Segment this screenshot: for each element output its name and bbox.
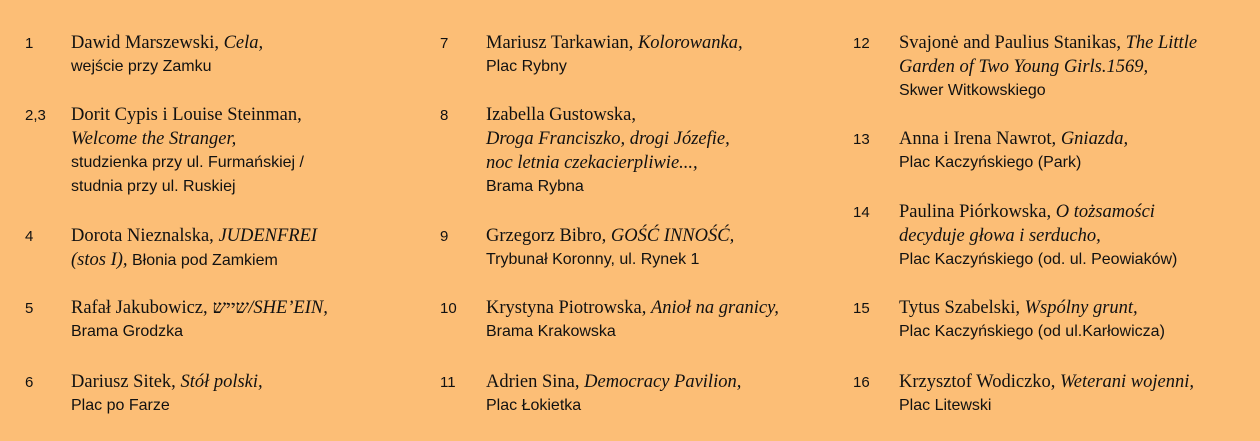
artist-name: Krzysztof Wodiczko, bbox=[899, 372, 1061, 392]
location: Brama Krakowska bbox=[486, 323, 616, 340]
entry-number: 16 bbox=[853, 374, 870, 391]
work-title: Democracy Pavilion, bbox=[584, 372, 742, 392]
entry-number: 4 bbox=[25, 228, 34, 245]
work-title-line-1: Droga Franciszko, drogi Józefie, bbox=[486, 129, 730, 149]
entry-number: 1 bbox=[25, 35, 34, 52]
work-title-line-1: JUDENFREI bbox=[218, 226, 318, 246]
work-title-line-2: (stos I), bbox=[71, 250, 128, 270]
location: Brama Rybna bbox=[486, 178, 584, 195]
entry-number: 2,3 bbox=[25, 107, 46, 124]
work-title-line-2: Garden of Two Young Girls.1569, bbox=[899, 57, 1149, 77]
location: Plac Kaczyńskiego (od. ul. Peowiaków) bbox=[899, 251, 1178, 268]
location: Błonia pod Zamkiem bbox=[127, 252, 278, 269]
location: wejście przy Zamku bbox=[71, 58, 212, 75]
location: Plac Kaczyńskiego (od ul.Karłowicza) bbox=[899, 323, 1165, 340]
location: Trybunał Koronny, ul. Rynek 1 bbox=[486, 251, 700, 268]
location-line-1: studzienka przy ul. Furmańskiej / bbox=[71, 154, 304, 171]
work-title: Anioł na granicy, bbox=[650, 298, 779, 318]
entry-number: 10 bbox=[440, 300, 457, 317]
entry-number: 9 bbox=[440, 228, 449, 245]
location: Brama Grodzka bbox=[71, 323, 184, 340]
work-title-line-2: decyduje głowa i serducho, bbox=[899, 226, 1101, 246]
location: Plac po Farze bbox=[71, 397, 170, 414]
entry-number: 11 bbox=[440, 374, 456, 391]
artist-name: Krystyna Piotrowska, bbox=[486, 298, 651, 318]
entry-number: 7 bbox=[440, 35, 449, 52]
work-title: Weterani wojenni, bbox=[1060, 372, 1194, 392]
artist-name: Izabella Gustowska, bbox=[486, 105, 637, 125]
location: Skwer Witkowskiego bbox=[899, 82, 1046, 99]
artist-name: Dawid Marszewski, bbox=[71, 33, 224, 53]
work-title: Wspólny grunt, bbox=[1024, 298, 1138, 318]
artist-name: Dorit Cypis i Louise Steinman, bbox=[71, 105, 302, 125]
artist-name: Dariusz Sitek, bbox=[71, 372, 181, 392]
work-title-line-1: O tożsamości bbox=[1055, 202, 1155, 222]
artist-name: Anna i Irena Nawrot, bbox=[899, 129, 1061, 149]
work-title: GOŚĆ INNOŚĆ, bbox=[610, 226, 735, 246]
entry-number: 12 bbox=[853, 35, 870, 52]
work-title: שייש/SHE’EIN, bbox=[212, 298, 328, 318]
entry-number: 13 bbox=[853, 131, 870, 148]
location: Plac Litewski bbox=[899, 397, 992, 414]
location-line-2: studnia przy ul. Ruskiej bbox=[71, 178, 236, 195]
work-title: Gniazda, bbox=[1060, 129, 1129, 149]
artist-name: Adrien Sina, bbox=[486, 372, 585, 392]
artist-name: Grzegorz Bibro, bbox=[486, 226, 611, 246]
location: Plac Rybny bbox=[486, 58, 567, 75]
entry-number: 14 bbox=[853, 204, 870, 221]
artist-name: Dorota Nieznalska, bbox=[71, 226, 219, 246]
work-title: Stół polski, bbox=[180, 372, 263, 392]
location: Plac Łokietka bbox=[486, 397, 582, 414]
entry-number: 5 bbox=[25, 300, 34, 317]
work-title: Welcome the Stranger, bbox=[71, 129, 237, 149]
artist-name: Svajonė and Paulius Stanikas, bbox=[899, 33, 1126, 53]
work-title: Kolorowanka, bbox=[637, 33, 743, 53]
artist-name: Paulina Piórkowska, bbox=[899, 202, 1056, 222]
work-title-line-1: The Little bbox=[1125, 33, 1198, 53]
location: Plac Kaczyńskiego (Park) bbox=[899, 154, 1082, 171]
entry-number: 15 bbox=[853, 300, 870, 317]
artist-name: Tytus Szabelski, bbox=[899, 298, 1025, 318]
artist-name: Rafał Jakubowicz, bbox=[71, 298, 213, 318]
work-title-line-2: noc letnia czekacierpliwie..., bbox=[486, 153, 698, 173]
entry-number: 6 bbox=[25, 374, 34, 391]
artist-name: Mariusz Tarkawian, bbox=[486, 33, 638, 53]
work-title: Cela, bbox=[223, 33, 264, 53]
entry-number: 8 bbox=[440, 107, 449, 124]
